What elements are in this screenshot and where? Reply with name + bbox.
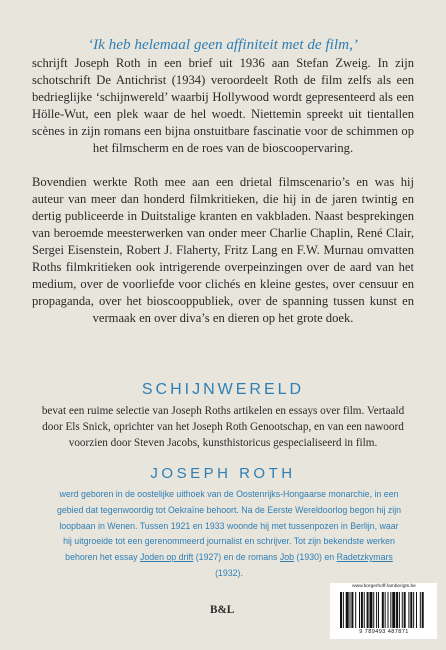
barcode-box [330,583,437,639]
book-title-link: Radetzkymars [336,552,393,563]
body-paragraph: Bovendien werkte Roth mee aan een drietal filmscenario’s en was hij auteur van meer dan honderd filmkritieken, die hij in de jaren twintig en dertig publiceerde in Duitstalige kranten en vakbladen. Naast besprekingen van beroemde meesterwerken van onder meer Charlie Chaplin, René Clair, Sergei Eisenstein, Robert J. Flaherty, Fritz Lang en F.W. Murnau omvatten Roths filmkritieken ook intrigerende overpeinzingen over de aard van het medium, over de voorliefde voor clichés en kleine gestes, over censuur en propaganda, over het bioscooppubliek, over de spanning tussen kunst en vermaak en over diva’s en dieren op het grote doek. [32,175,414,325]
author-heading: JOSEPH ROTH [150,465,296,482]
intro-paragraph: schrijft Joseph Roth in een brief uit 1936 aan Stefan Zweig. In zijn schotschrift De Antichrist (1934) veroordeelt Roth de film zelfs als een bedrieglijke ‘schijnwereld’ waarbij Hollywood wordt gepresenteerd als een Hölle-Wut, een plek waar de hel woedt. Niettemin spreekt uit tientallen scènes in zijn romans een bijna onstuitbare fascinatie voor de schimmen op het filmscherm en de roes van de bioscoopervaring. [32,56,414,155]
publisher-logo: B&L [210,604,235,616]
publisher-url: www.borgerhoff-lamberigts.be [352,584,416,589]
book-title-link: Joden op drift [140,552,194,563]
isbn-number: 9 789493 487871 [359,629,409,635]
book-description: bevat een ruime selectie van Joseph Roths artikelen en essays over film. Vertaald door Els Snick, oprichter van het Joseph Roth Genootschap, en van een nawoord voorzien door Steven Jacobs, kunsthistoricus gespecialiseerd in film. [41,405,405,449]
book-title-link: Job [279,552,295,563]
book-title-heading: SCHIJNWERELD [141,381,305,398]
opening-quote: ‘Ik heb helemaal geen affiniteit met de film,’ [88,36,358,53]
author-bio: werd geboren in de oostelijke uithoek van de Oostenrijks-Hongaarse monarchie, in een gebied dat tegenwoordig tot Oekraïne behoort. Na de Eerste Wereldoorlog begon hij zijn loopbaan in Wenen. Tussen 1921 en 1933 woonde hij met tussenpozen in Berlijn, waar hij uitgroeide tot een gerenommeerd journalist en schrijver. Tot zijn bekendste werken behoren het essay Joden op drift (1927) en de romans Job (1930) en Radetzkymars (1932). [56,489,402,578]
